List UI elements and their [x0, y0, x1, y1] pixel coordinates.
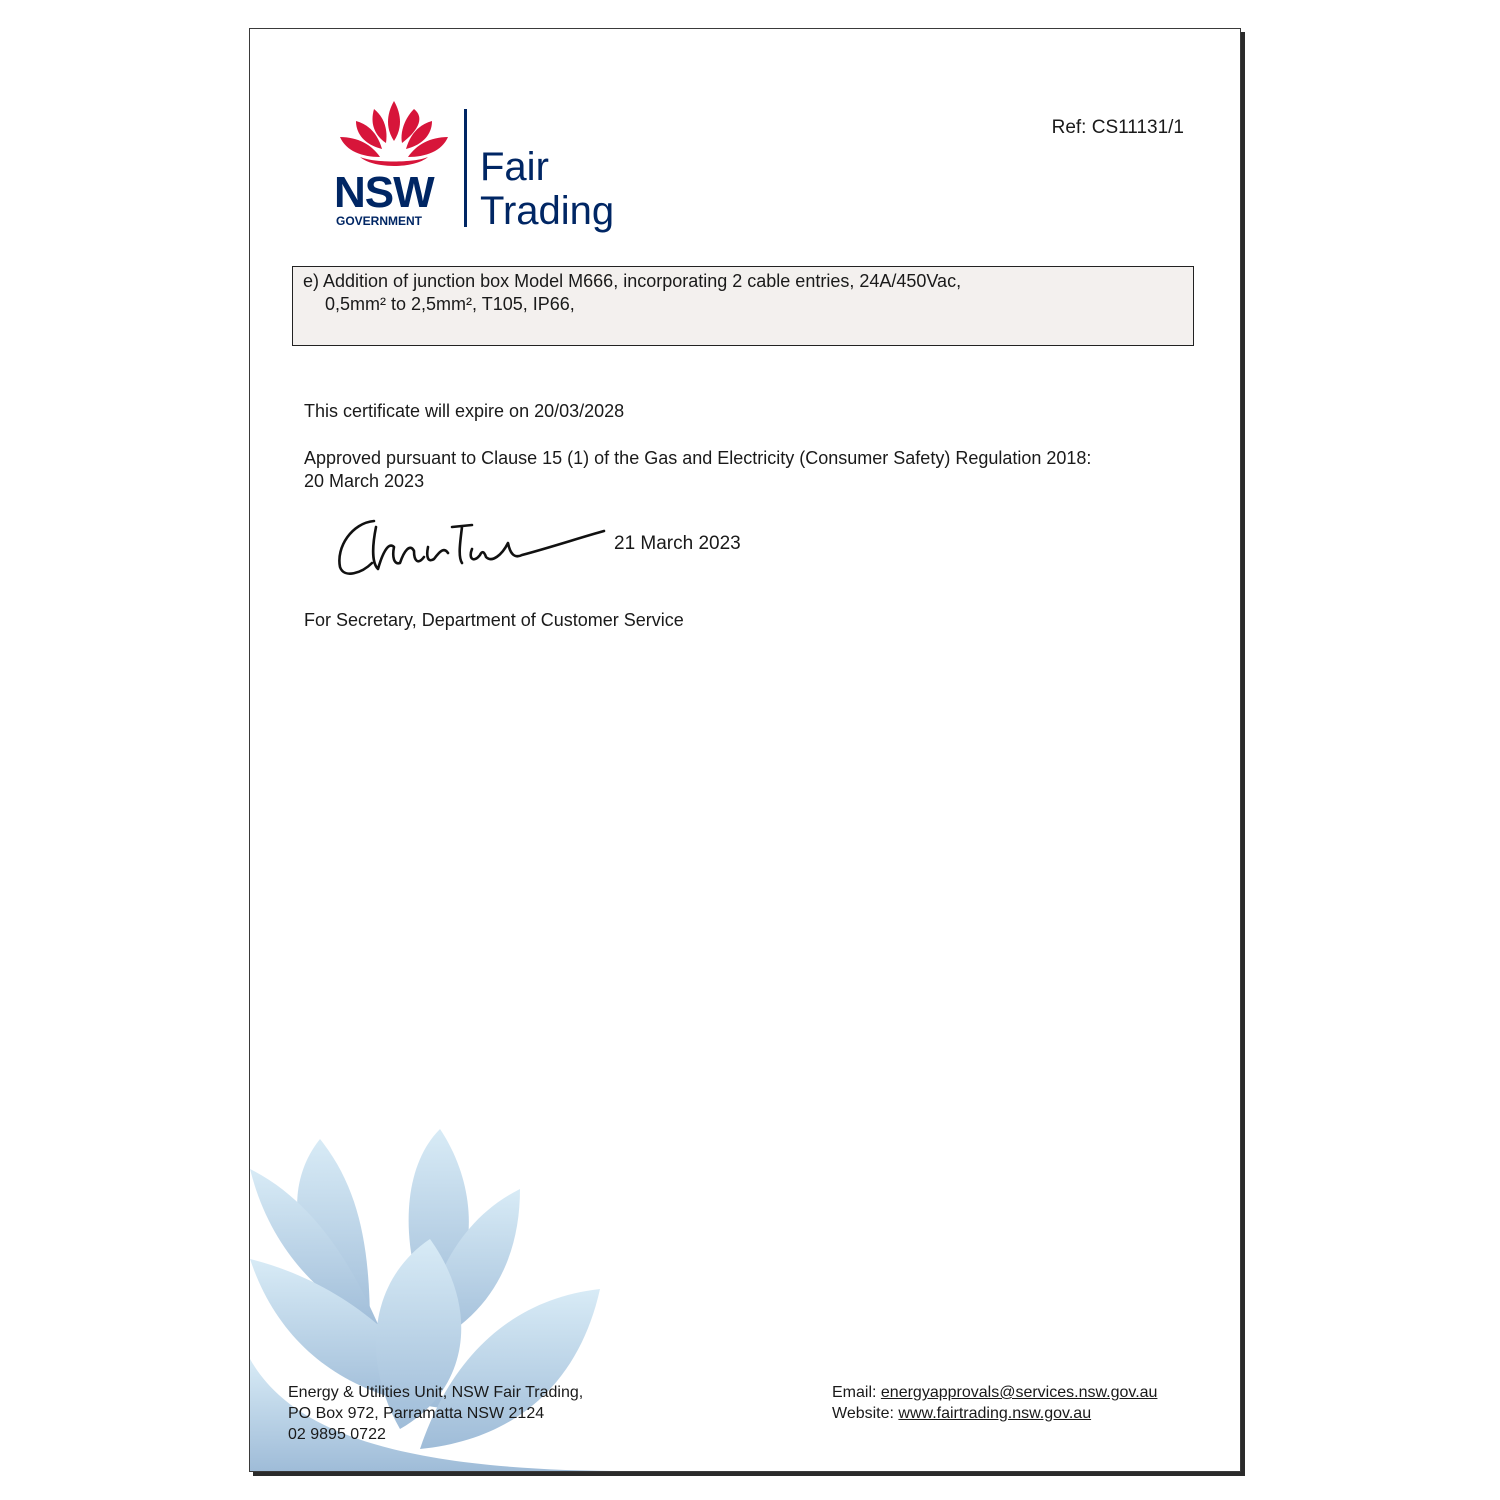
signature-date: 21 March 2023 [614, 533, 741, 554]
logo-fair-text: Fair [480, 145, 549, 189]
logo-nsw-text: NSW [334, 168, 434, 217]
handwritten-signature [332, 507, 612, 587]
reference-number: Ref: CS11131/1 [1051, 117, 1184, 138]
footer-address [288, 1382, 583, 1445]
logo-government-text: GOVERNMENT [336, 214, 423, 228]
certificate-page [249, 28, 1241, 1472]
footer-contact [832, 1382, 1157, 1424]
amendment-line-2: 0,5mm² to 2,5mm², T105, IP66, [325, 294, 575, 314]
nsw-fair-trading-logo [330, 99, 650, 239]
approval-statement: Approved pursuant to Clause 15 (1) of the Gas and Electricity (Consumer Safety) Regulation 2018: [304, 448, 1092, 468]
logo-divider [464, 109, 467, 227]
amendment-line-1: e) Addition of junction box Model M666, incorporating 2 cable entries, 24A/450Vac, [303, 271, 962, 291]
footer-address-line-1: Energy & Utilities Unit, NSW Fair Trading, [288, 1384, 584, 1401]
amendment-box [292, 266, 1194, 346]
logo-trading-text: Trading [480, 189, 615, 233]
website-link[interactable]: www.fairtrading.nsw.gov.au [898, 1405, 1092, 1422]
approval-date: 20 March 2023 [304, 471, 425, 491]
expiry-statement: This certificate will expire on 20/03/2028 [304, 401, 625, 421]
email-link[interactable]: energyapprovals@services.nsw.gov.au [880, 1384, 1158, 1401]
waratah-icon [330, 99, 460, 174]
footer-phone: 02 9895 0722 [288, 1426, 386, 1443]
signatory-title: For Secretary, Department of Customer Service [304, 610, 684, 630]
footer-address-line-2: PO Box 972, Parramatta NSW 2124 [288, 1405, 545, 1422]
website-label: Website: [832, 1405, 894, 1422]
email-label: Email: [832, 1384, 877, 1401]
